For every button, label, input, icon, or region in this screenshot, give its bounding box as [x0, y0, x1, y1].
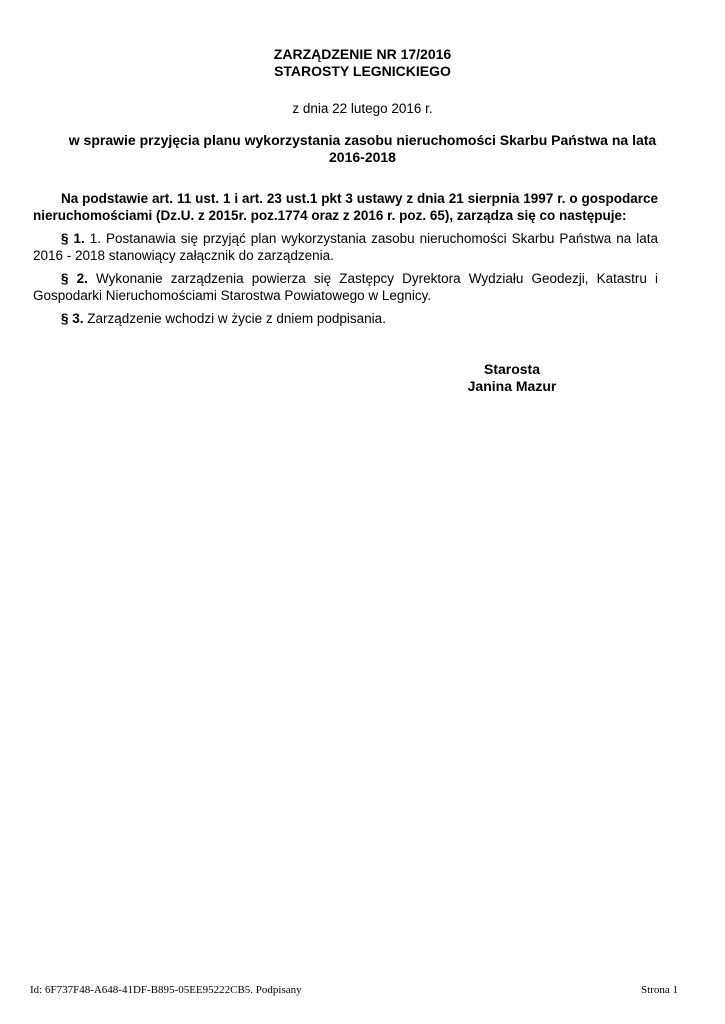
issuing-authority-title: STAROSTY LEGNICKIEGO — [274, 63, 451, 79]
page-number-label: Strona 1 — [641, 984, 678, 996]
document-footer — [30, 984, 678, 997]
document-header — [0, 0, 725, 166]
section-text: 1. Postanawia się przyjąć plan wykorzystania zasobu nieruchomości Skarbu Państwa na lata 2016 - 2018 stanowiący załącznik do zarządzenia. — [33, 231, 658, 263]
section-paragraph-1 — [33, 230, 658, 264]
section-paragraph-3 — [33, 310, 658, 327]
section-paragraph-2 — [33, 270, 658, 304]
ordinance-number-title: ZARZĄDZENIE NR 17/2016 — [273, 46, 452, 62]
signer-title: Starosta — [483, 361, 541, 377]
signature-block — [392, 361, 632, 395]
document-body — [33, 190, 658, 327]
legal-basis-preamble: Na podstawie art. 11 ust. 1 i art. 23 ust.1 pkt 3 ustawy z dnia 21 sierpnia 1997 r. o gospodarce nieruchomościami (Dz.U. z 2015r. poz.1774 oraz z 2016 r. poz. 65), zarządza się co następuje: — [33, 191, 658, 223]
section-marker: § 1. — [61, 231, 85, 246]
section-marker: § 3. — [61, 311, 84, 326]
document-id-label: Id: 6F737F48-A648-41DF-B895-05EE95222CB5. Podpisany — [30, 984, 302, 996]
section-marker: § 2. — [61, 271, 88, 286]
ordinance-date: z dnia 22 lutego 2016 r. — [292, 101, 433, 116]
signer-name: Janina Mazur — [467, 378, 557, 394]
section-text: Zarządzenie wchodzi w życie z dniem podpisania. — [87, 311, 386, 326]
ordinance-subject: w sprawie przyjęcia planu wykorzystania zasobu nieruchomości Skarbu Państwa na lata 2016-2018 — [68, 132, 657, 165]
section-text: Wykonanie zarządzenia powierza się Zastępcy Dyrektora Wydziału Geodezji, Katastru i Gospodarki Nieruchomościami Starostwa Powiatowego w Legnicy. — [33, 271, 658, 303]
